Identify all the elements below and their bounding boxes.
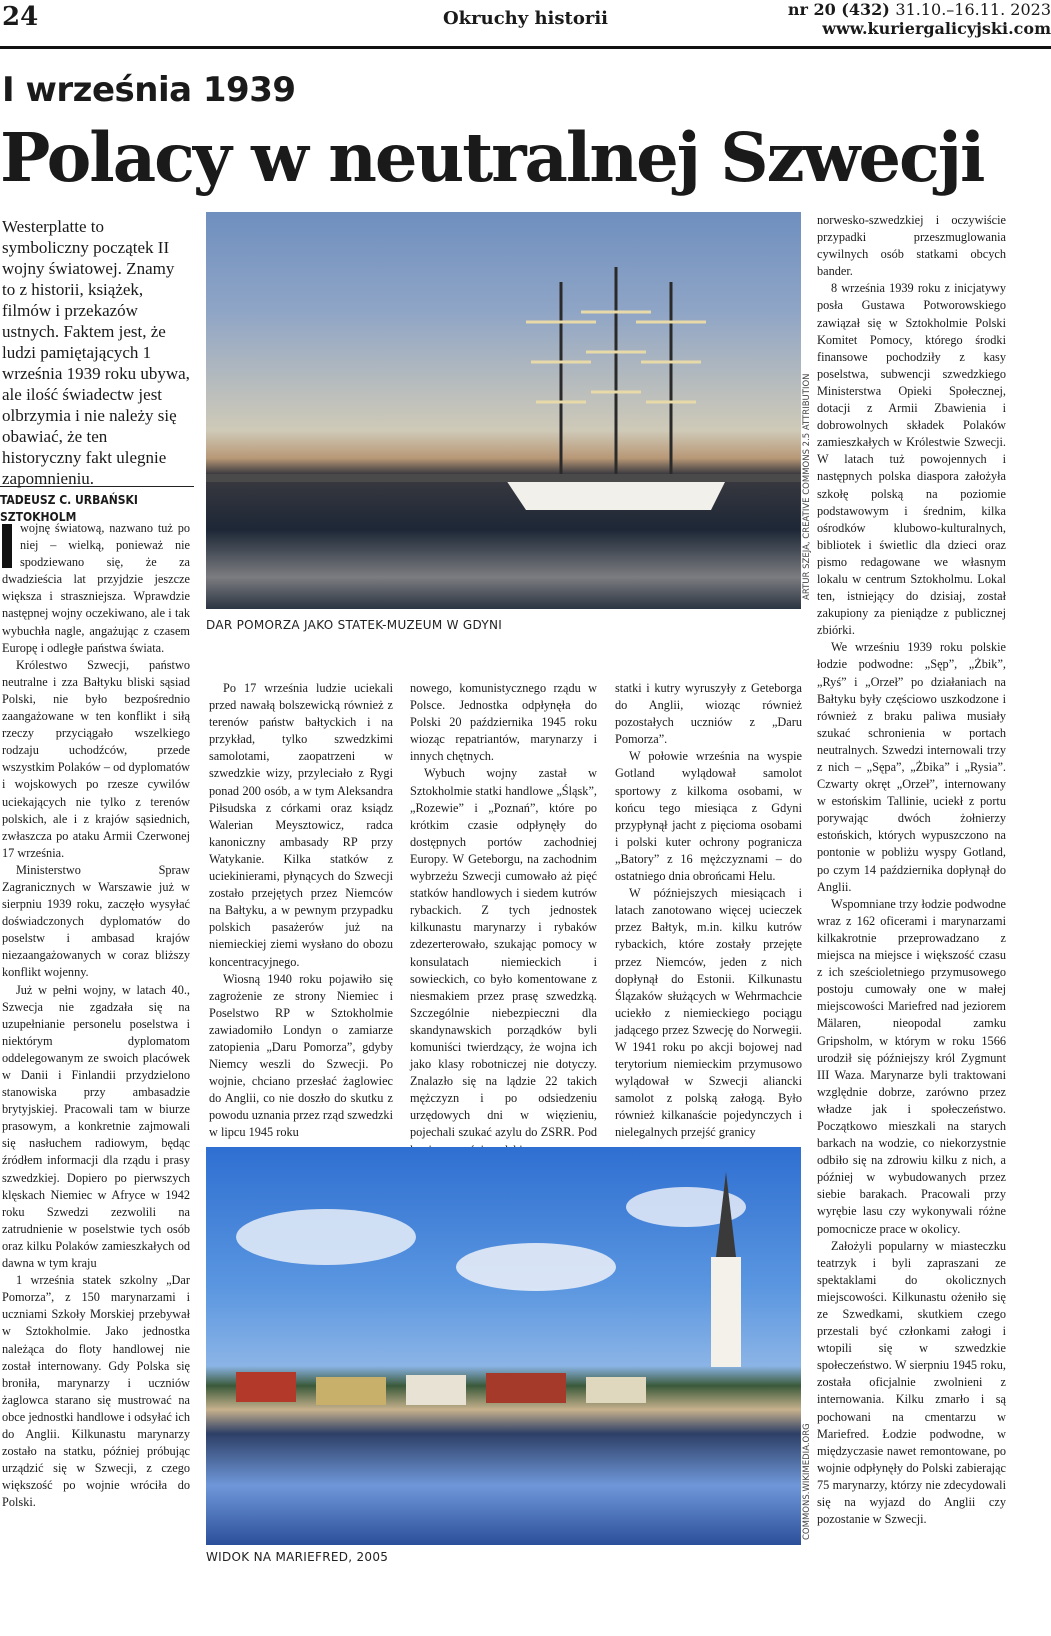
paragraph: W późniejszych miesiącach i latach zanotowano więcej ucieczek przez Bałtyk, m.in. kilku kutrów rybackich, które zostały przejęte przez Niemców, jeden z nich dopłynął do Estonii. Kilkunastu Ślązaków służących w Wehrmachcie uciekło z niemieckiego pociągu jadącego przez Szwecję do Norwegii. W 1941 roku po akcji bojowej nad terytorium niemieckim przymusowo wylądował w Szwecji aliancki samolot z polską załogą. Było również kilkanaście pojedynczych i nielegalnych przejść granicy [615, 886, 802, 1140]
ship-illustration [206, 212, 801, 609]
photo-credit: COMMONS.WIKIMEDIA.ORG [802, 1423, 812, 1540]
paragraph: wojnę światową, nazwano tuż po niej – wielką, ponieważ nie spodziewano się, że za dwadzieścia lat przyjdzie jeszcze większa i straszniejsza. Wprawdzie następnej wojny oczekiwano, ale i tak wybuchła nagle, angażując z czasem Europę i odległe państwa świata. [2, 521, 190, 655]
photo-caption: DAR POMORZA JAKO STATEK-MUZEUM W GDYNI [206, 618, 503, 632]
website: www.kuriergalicyjski.com [822, 19, 1051, 38]
paragraph: We wrześniu 1939 roku polskie łodzie podwodne: „Sęp”, „Żbik”, „Ryś” i „Orzeł” po działaniach na Bałtyku były częściowo uszkodzone i również z braku paliwa musiały szukać schronienia w portach neutralnych. Szwedzi internowali trzy z nich – „Sępa”, „Żbika” i „Rysia”. Czwarty okręt „Orzeł”, internowany w estońskim Tallinie, uciekł z portu porywając dwóch żołnierzy estońskich, których wypuszczono na pontonie w pobliżu wyspy Gotland, po czym 14 października dopłynął do Anglii. [817, 640, 1006, 894]
issue-info [788, 0, 1051, 38]
paragraph: Wiosną 1940 roku pojawiło się zagrożenie ze strony Niemiec i Poselstwo RP w Sztokholmie zawiadomiło Londyn o zamiarze zatopienia „Daru Pomorza”, gdyby Niemcy weszli do Szwecji. Po wojnie, chciano przesłać żaglowiec do Anglii, co nie doszło do skutku z powodu uznania przez rząd szwedzki w lipcu 1945 roku [209, 971, 393, 1140]
column-3 [410, 680, 597, 1159]
paragraph: Już w pełni wojny, w latach 40., Szwecja nie zgadzała się na uzupełnianie personelu poselstwa i niektórym dyplomatom oddelegowanym ze swoich placówek w Danii i Finlandii przydzielono stanowiska przy ambasadzie brytyjskiej. Pracowali tam w biurze prasowym, a konkretnie zajmowali się nasłuchem radiowym, będąc źródłem informacji dla rządu i prasy szwedzkiej. Dopiero po pierwszych klęskach Niemiec w Afryce w 1942 roku Szwedzi zezwolili na zatrudnienie w poselstwie tych osób oraz kilku Polaków zamieszkałych od dawna w tym kraju [2, 982, 190, 1271]
author-location: SZTOKHOLM [0, 510, 77, 524]
article-lead: Westerplatte to symboliczny początek II wojny światowej. Znamy to z historii, książek, filmów i przekazów ustnych. Faktem jest, że ludzi pamiętających 1 września 1939 roku ubywa, ale ilość świadectw jest olbrzymia i nie należy się obawiać, że ten historyczny fakt ulegnie zapomnieniu. [2, 217, 190, 488]
photo-credit: ARTUR SZEJA, CREATIVE COMMONS 2.5 ATTRIBUTION [802, 373, 812, 600]
page-number: 24 [2, 2, 39, 32]
paragraph: Wspomniane trzy łodzie podwodne wraz z 162 oficerami i marynarzami kilkakrotnie przeprowadzano z miejsca na miejsce i większość czasu z ich sześcioletniego przymusowego postoju cumowały one w małej miejscowości Mariefred nad jeziorem Mälaren, nieopodal zamku Gripsholm, w którym w roku 1566 urodził się późniejszy król Zygmunt III Waza. Marynarze byli traktowani względnie dobrze, zarówno przez władze jak i społeczeństwo. Początkowo mieszkali na starych barkach na wodzie, co niekorzystnie odbiło się na zdrowiu kilku z nich, a później w wybudowanych przez siebie barakach. Pracowali przy wyrębie lasu czy wykonywali różne pomocnicze prace w okolicy. [817, 896, 1006, 1236]
column-5 [817, 212, 1006, 1528]
column-1 [2, 520, 190, 1511]
paragraph: 1 września statek szkolny „Dar Pomorza”, z 150 marynarzami i uczniami Szkoły Morskiej przebywał w Sztokholmie. Jako jednostka należąca do floty handlowej nie został internowany. Gdy Polska się broniła, marynarzy i uczniów żaglowca starano się mustrować na obce jednostki handlowe i odsyłać ich do Anglii. Kilkunastu marynarzy zostało na statku, później próbując urządzić się w Szwecji, z czego większość po wojnie wróciła do Polski. [2, 1273, 190, 1510]
section-title: Okruchy historii [442, 8, 609, 29]
photo-mariefred [206, 1147, 801, 1545]
paragraph: Królestwo Szwecji, państwo neutralne i zza Bałtyku bliski sąsiad Polski, nie było bezpośrednio zaangażowane w ten konflikt i siłą rzeczy przyciągało wszelkiego rodzaju uchodźców, przede wszystkim Polaków – od dyplomatów i wojskowych po rzesze cywilów uciekających nie tylko z terenów polskich, ale i z krajów sąsiednich, zwłaszcza po ataku Armii Czerwonej 17 września. [2, 657, 190, 860]
paragraph: Założyli popularny w miasteczku teatrzyk i byli zapraszani ze spektaklami do okolicznych miejscowości. Kilkunastu ożeniło się ze Szwedkami, skutkiem czego przestali być członkami załogi i wtopili się w szwedzkie społeczeństwo. W sierpniu 1945 roku, została oficjalnie zwolnieni z internowania. Kilku zmarło i są pochowani na cmentarzu w Mariefred. Łodzie podwodne, w międzyczasie nawet remontowane, po wojnie odpłynęły do Polski zabierając 75 marynarzy, którzy nie zdecydowali się na wyjazd do Anglii czy pozostanie w Szwecji. [817, 1238, 1006, 1527]
article-kicker: I września 1939 [2, 70, 296, 110]
paragraph: 8 września 1939 roku z inicjatywy posła Gustawa Potworowskiego zawiązał się w Sztokholmie Polski Komitet Pomocy, którego środki finansowe pochodziły z kasy poselstwa, subwencji szwedzkiego Ministerstwa Opieki Społecznej, dotacji z Armii Zbawienia i dobrowolnych składek Polaków zamieszkałych w Królestwie Szwecji. W latach tuż powojennych i następnych polska diaspora założyła szkołę polską na poziomie podstawowym i średnim, kilka ośrodków klubowo-kulturalnych, bibliotek i świetlic dla dzieci oraz pismo redagowane we własnym lokalu w centrum Sztokholmu. Lokal ten, istniejący do dzisiaj, został zakupiony za pieniądze z publicznej zbiórki. [817, 281, 1006, 638]
paragraph: Po 17 września ludzie uciekali przed nawałą bolszewicką również z terenów państw bałtyckich i na przykład, tylko szwedzkimi samolotami, zaopatrzeni w szwedzkie wizy, przyleciało z Rygi ponad 200 osób, a w tym Aleksandra Piłsudska z córkami oraz ksiądz Walerian Meysztowicz, radca kanoniczny ambasady RP przy Watykanie. Kilka statków z uciekinierami, płynących do Szwecji zostało przejętych przez Niemców na Bałtyku, a w pewnym przypadku polskich pasażerów już na niemieckiej ziemi wysłano do obozu koncentracyjnego. [209, 681, 393, 969]
photo-dar-pomorza [206, 212, 801, 609]
paragraph: Ministerstwo Spraw Zagranicznych w Warszawie już w sierpniu 1939 roku, zaczęło wysyłać doświadczonych dyplomatów do poselstw i ambasad krajów niezaangażowanych w coraz bliższy konflikt wojenny. [2, 862, 190, 980]
paragraph: nowego, komunistycznego rządu w Polsce. Jednostka odpłynęła do Polski 20 października 1945 roku wioząc repatriantów, marynarzy i innych chętnych. [410, 681, 597, 764]
author: TADEUSZ C. URBAŃSKI [0, 493, 138, 507]
photo-caption: WIDOK NA MARIEFRED, 2005 [206, 1550, 389, 1564]
town-illustration [206, 1147, 801, 1545]
column-2 [209, 680, 393, 1142]
column-4 [615, 680, 802, 1142]
drop-cap-mark [2, 524, 12, 568]
paragraph: statki i kutry wyruszyły z Geteborga do Anglii, wioząc również pozostałych uczniów z „Daru Pomorza”. [615, 681, 802, 747]
article-title: Polacy w neutralnej Szwecji [0, 118, 984, 197]
issue-dates: 31.10.–16.11. 2023 [895, 0, 1051, 19]
paragraph: W połowie września na wyspie Gotland wylądował samolot sportowy z kilkoma osobami, w końcu tego miesiąca z Gdyni przypłynął jacht z pięcioma osobami i polski kuter ochrony pogranicza „Batory” z 16 mężczyznami – do ostatniego dnia obrońcami Helu. [615, 749, 802, 884]
paragraph: Wybuch wojny zastał w Sztokholmie statki handlowe „Śląsk”, „Rozewie” i „Poznań”, które po krótkim czasie odpłynęły do dostępnych portów zachodniej Europy. W Geteborgu, na zachodnim wybrzeżu Szwecji cumowało aż pięć statków handlowych i siedem kutrów rybackich. Z tych jednostek kilkunastu marynarzy i rybaków zdezerterowało, szukając pomocy w konsulatach niemieckich i sowieckich, co było komentowane z niesmakiem przez prasę szwedzką. Szczególnie niebezpieczni dla skandynawskich porządków byli komuniści twierdzący, że wojna ich jako klasy robotniczej nie dotyczy. Znalazło się na lądzie 22 takich mężczyzn i po odsiedzeniu urzędowych dni w więzieniu, pojechali szukać azylu do ZSRR. Pod [410, 766, 597, 1140]
paragraph: norwesko-szwedzkiej i oczywiście przypadki przeszmuglowania cywilnych osób statkami obcych bander. [817, 213, 1006, 279]
issue-number: nr 20 (432) [787, 0, 890, 19]
